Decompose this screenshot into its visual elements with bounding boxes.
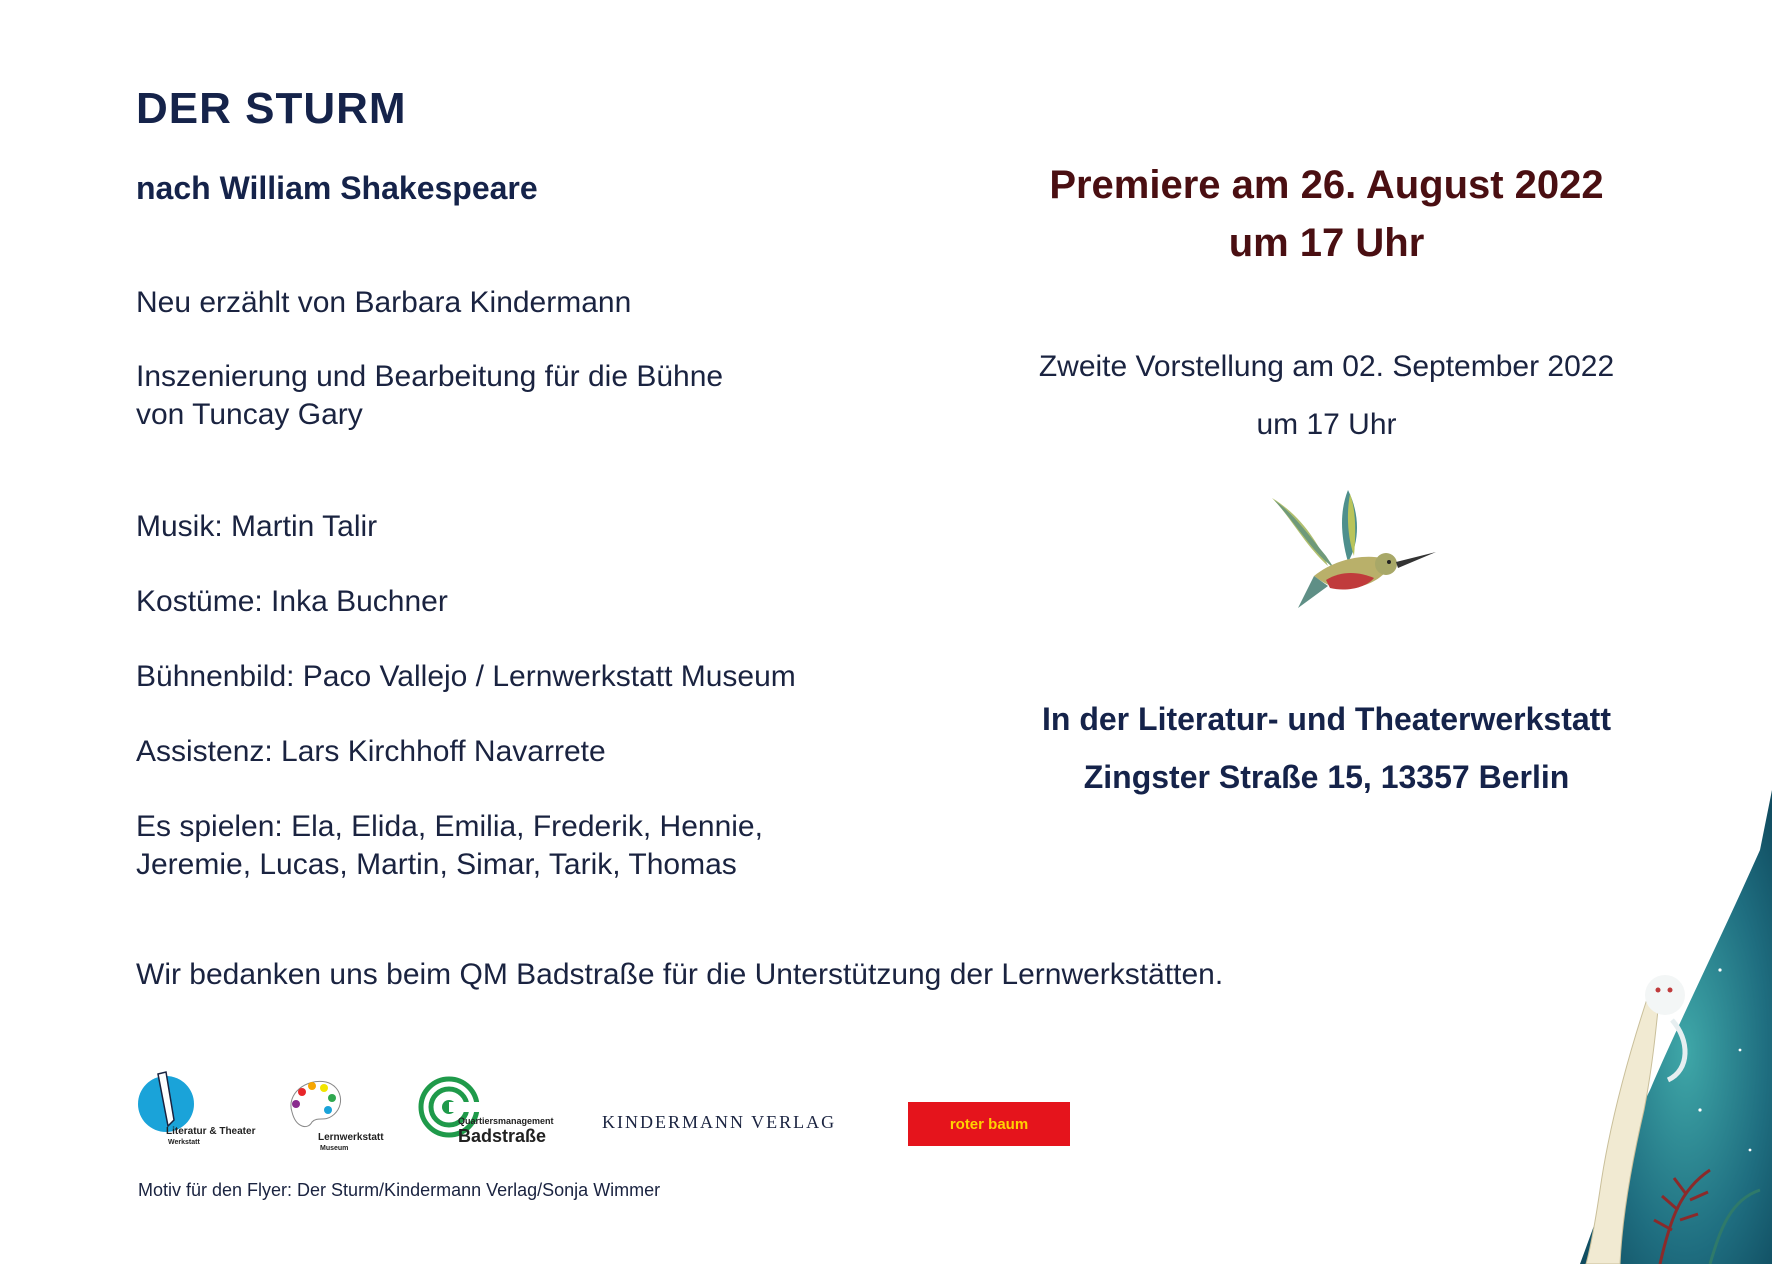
staging-line-2: von Tuncay Gary	[136, 398, 363, 431]
qm-badstrasse-logo: Quartiersmanagement Badstraße	[418, 1076, 558, 1146]
kindermann-verlag-logo: KINDERMANN VERLAG	[602, 1112, 837, 1132]
staging-line-1: Inszenierung und Bearbeitung für die Bühne	[136, 360, 724, 393]
page-title: DER STURM	[136, 84, 407, 133]
second-show-date: Zweite Vorstellung am 02. September 2022	[1038, 350, 1615, 383]
music-credit: Musik: Martin Talir	[136, 510, 378, 543]
retold-by: Neu erzählt von Barbara Kindermann	[136, 286, 632, 319]
lernwerkstatt-logo: Lernwerkstatt Museum	[284, 1076, 394, 1154]
costumes-credit: Kostüme: Inka Buchner	[136, 585, 448, 618]
roter-baum-logo	[908, 1102, 1070, 1146]
cast-line-1: Es spielen: Ela, Elida, Emilia, Frederik, Hennie,	[136, 810, 763, 843]
stage-credit: Bühnenbild: Paco Vallejo / Lernwerkstatt Museum	[136, 660, 796, 693]
literatur-theater-logo: Literatur & Theater Werkstatt	[136, 1070, 256, 1152]
venue-address: Zingster Straße 15, 13357 Berlin	[1083, 759, 1570, 795]
cast-line-2: Jeremie, Lucas, Martin, Simar, Tarik, Thomas	[136, 848, 737, 881]
venue-name: In der Literatur- und Theaterwerkstatt	[1042, 701, 1611, 737]
hummingbird-illustration	[1268, 486, 1440, 614]
assistant-credit: Assistenz: Lars Kirchhoff Navarrete	[136, 735, 606, 768]
premiere-time: um 17 Uhr	[1228, 221, 1425, 265]
corner-illustration	[1560, 790, 1772, 1264]
second-show-time: um 17 Uhr	[1256, 408, 1397, 441]
image-credit: Motiv für den Flyer: Der Sturm/Kindermann Verlag/Sonja Wimmer	[138, 1180, 661, 1200]
thanks-note: Wir bedanken uns beim QM Badstraße für die Unterstützung der Lernwerkstätten.	[136, 958, 1224, 991]
subtitle: nach William Shakespeare	[136, 170, 538, 206]
premiere-date: Premiere am 26. August 2022	[1049, 163, 1604, 207]
roter-baum-label: roter baum	[949, 1115, 1029, 1133]
brush-circle-icon	[136, 1070, 200, 1134]
palette-icon	[284, 1076, 346, 1134]
